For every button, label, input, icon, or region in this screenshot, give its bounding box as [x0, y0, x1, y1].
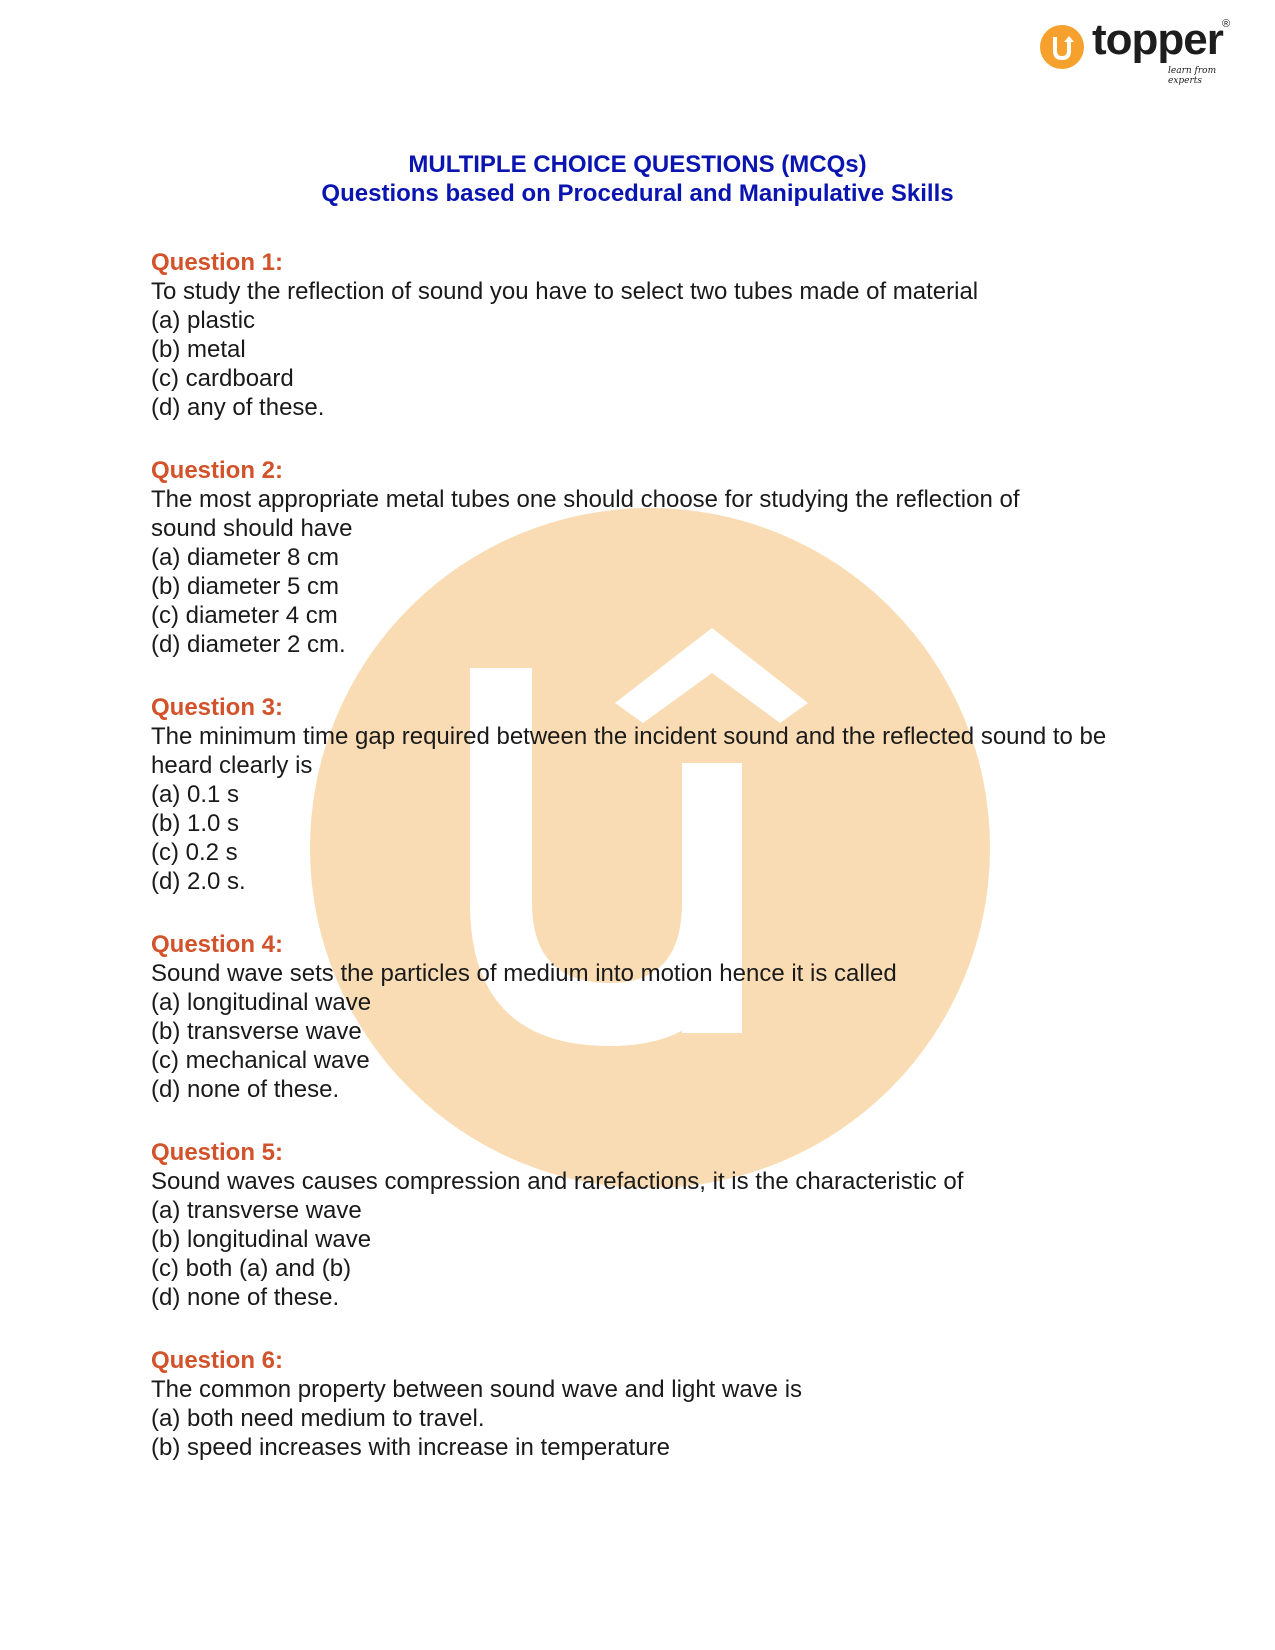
question-text: The common property between sound wave and light wave is: [151, 1376, 803, 1403]
question-title: Question 2:: [151, 457, 284, 484]
question-title: Question 5:: [151, 1139, 284, 1166]
option-b: (b) transverse wave: [151, 1018, 362, 1045]
option-c: (c) both (a) and (b): [151, 1255, 352, 1282]
question-6: [151, 1346, 1151, 1462]
option-c: (c) diameter 4 cm: [151, 602, 338, 629]
question-title: Question 3:: [151, 694, 284, 721]
question-3: [151, 693, 1151, 896]
option-b: (b) metal: [151, 336, 246, 363]
option-c: (c) 0.2 s: [151, 839, 238, 866]
option-a: (a) transverse wave: [151, 1197, 362, 1224]
option-c: (c) mechanical wave: [151, 1047, 370, 1074]
option-b: (b) longitudinal wave: [151, 1226, 372, 1253]
question-2: [151, 456, 1151, 659]
question-text: Sound wave sets the particles of medium into motion hence it is called: [151, 960, 897, 987]
logo-tagline: learn from experts: [1168, 66, 1217, 86]
question-4: [151, 930, 1151, 1104]
page-subtitle: Questions based on Procedural and Manipulative Skills: [321, 180, 954, 207]
page-header: [0, 150, 1275, 208]
option-d: (d) 2.0 s.: [151, 868, 246, 895]
registered-mark: ®: [1222, 18, 1231, 30]
option-d: (d) none of these.: [151, 1284, 340, 1311]
topper-wordmark: topper: [1092, 15, 1223, 64]
question-text: Sound waves causes compression and rarefactions, it is the characteristic of: [151, 1168, 964, 1195]
option-c: (c) cardboard: [151, 365, 294, 392]
question-title: Question 6:: [151, 1347, 284, 1374]
question-title: Question 4:: [151, 931, 284, 958]
option-a: (a) 0.1 s: [151, 781, 240, 808]
option-a: (a) longitudinal wave: [151, 989, 372, 1016]
question-1: [151, 248, 1151, 422]
question-text: The most appropriate metal tubes one should choose for studying the reflection of sound should have: [151, 486, 1020, 542]
option-a: (a) plastic: [151, 307, 256, 334]
question-text: To study the reflection of sound you have to select two tubes made of material: [151, 278, 979, 305]
option-a: (a) diameter 8 cm: [151, 544, 340, 571]
question-title: Question 1:: [151, 249, 284, 276]
question-list: [151, 248, 1151, 1496]
question-5: [151, 1138, 1151, 1312]
topper-logo-mark-icon: [1040, 25, 1084, 69]
option-b: (b) 1.0 s: [151, 810, 240, 837]
page-title: MULTIPLE CHOICE QUESTIONS (MCQs): [408, 151, 867, 178]
option-b: (b) speed increases with increase in temperature: [151, 1434, 670, 1461]
option-b: (b) diameter 5 cm: [151, 573, 340, 600]
option-d: (d) diameter 2 cm.: [151, 631, 346, 658]
topper-logo: [1040, 15, 1240, 86]
question-text: The minimum time gap required between the incident sound and the reflected sound to be heard clearly is: [151, 723, 1107, 779]
option-d: (d) none of these.: [151, 1076, 340, 1103]
option-a: (a) both need medium to travel.: [151, 1405, 485, 1432]
option-d: (d) any of these.: [151, 394, 325, 421]
